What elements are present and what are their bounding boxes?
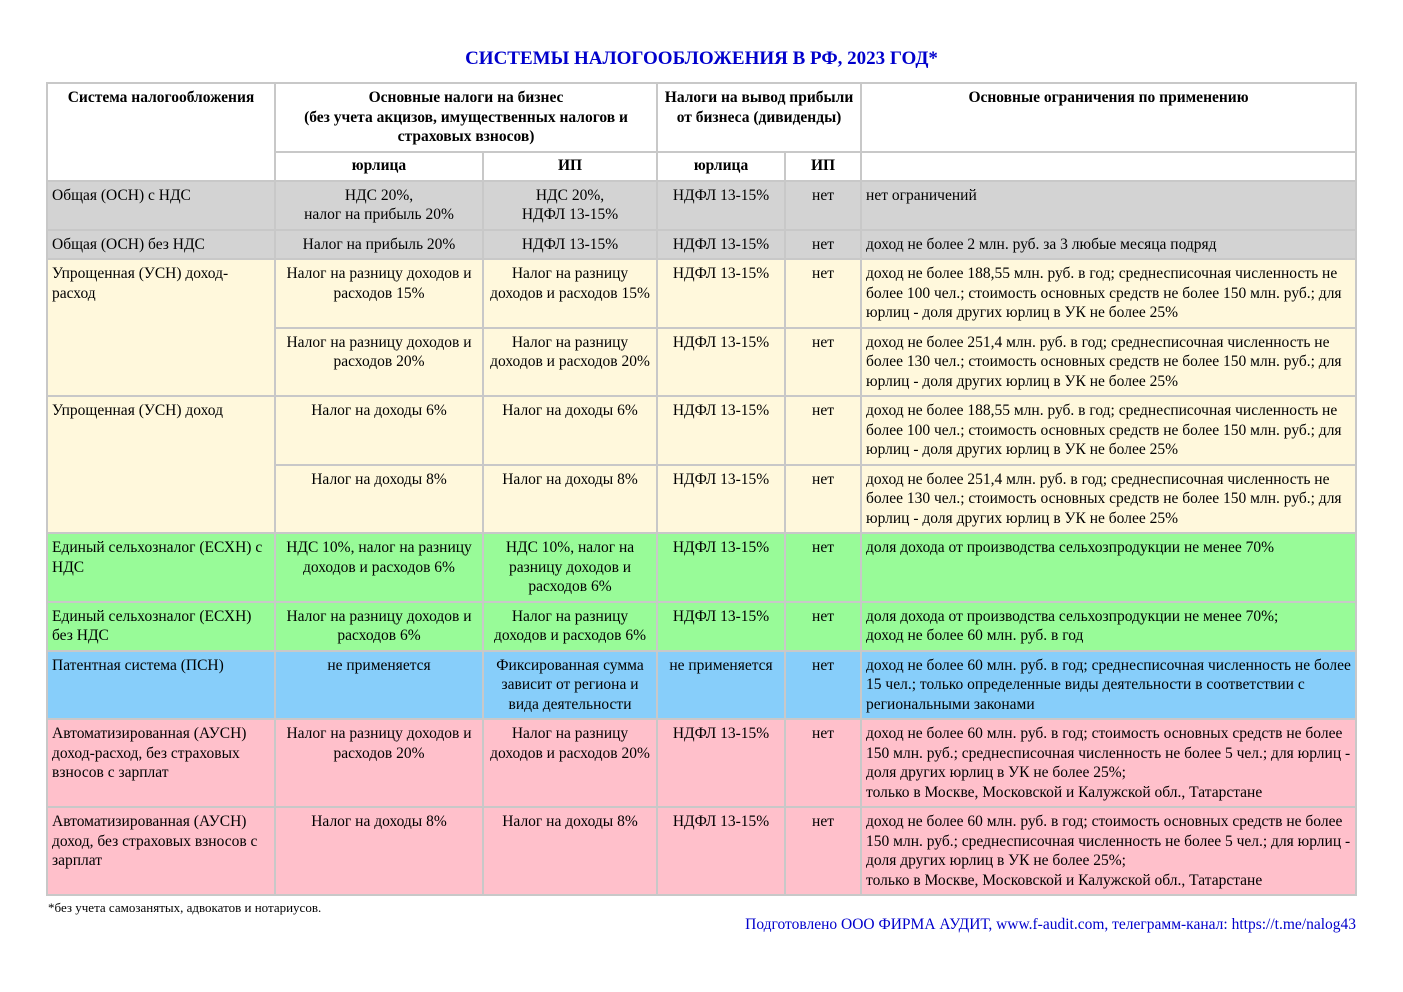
system-name-cell: Общая (ОСН) с НДС: [47, 181, 275, 230]
system-name-cell: Единый сельхозналог (ЕСХН) с НДС: [47, 533, 275, 602]
dividend-legal-cell: НДФЛ 13-15%: [657, 230, 785, 260]
limits-cell: доход не более 188,55 млн. руб. в год; среднесписочная численность не более 100 чел.; стоимость основных средств не более 150 млн. руб.; для юрлиц - доля других юрлиц в УК не более 25%: [861, 259, 1356, 328]
limits-cell: доход не более 2 млн. руб. за 3 любые месяца подряд: [861, 230, 1356, 260]
system-name-cell: Упрощенная (УСН) доход-расход: [47, 259, 275, 396]
ip-taxes-cell: Налог на разницу доходов и расходов 20%: [483, 719, 657, 807]
ip-taxes-cell: Налог на доходы 8%: [483, 807, 657, 895]
header-profit-taxes: Налоги на вывод прибыли от бизнеса (дивиденды): [657, 83, 861, 152]
legal-taxes-cell: Налог на доходы 8%: [275, 465, 483, 534]
limits-cell: доход не более 60 млн. руб. в год; среднесписочная численность не более 15 чел.; только определенные виды деятельности в соответствии с региональными законами: [861, 651, 1356, 720]
credit-link[interactable]: Подготовлено ООО ФИРМА АУДИТ, www.f-audit.com, телеграмм-канал: https://t.me/nalog43: [745, 916, 1356, 933]
legal-taxes-cell: НДС 10%, налог на разницу доходов и расходов 6%: [275, 533, 483, 602]
table-row: [47, 719, 1356, 807]
dividend-legal-cell: НДФЛ 13-15%: [657, 181, 785, 230]
legal-taxes-cell: Налог на доходы 8%: [275, 807, 483, 895]
dividend-legal-cell: НДФЛ 13-15%: [657, 259, 785, 328]
footnote: *без учета самозанятых, адвокатов и нотариусов.: [48, 900, 322, 915]
dividend-ip-cell: нет: [785, 602, 861, 651]
system-name-cell: Автоматизированная (АУСН) доход, без страховых взносов с зарплат: [47, 807, 275, 895]
ip-taxes-cell: Налог на доходы 6%: [483, 396, 657, 465]
header-limits-sub: [861, 152, 1356, 181]
page-title: СИСТЕМЫ НАЛОГООБЛОЖЕНИЯ В РФ, 2023 ГОД*: [465, 48, 938, 69]
header-legal: юрлица: [275, 152, 483, 181]
dividend-legal-cell: не применяется: [657, 651, 785, 720]
dividend-ip-cell: нет: [785, 328, 861, 397]
limits-cell: нет ограничений: [861, 181, 1356, 230]
dividend-legal-cell: НДФЛ 13-15%: [657, 533, 785, 602]
system-name-cell: Единый сельхозналог (ЕСХН) без НДС: [47, 602, 275, 651]
legal-taxes-cell: не применяется: [275, 651, 483, 720]
dividend-ip-cell: нет: [785, 651, 861, 720]
limits-cell: доля дохода от производства сельхозпродукции не менее 70%; доход не более 60 млн. руб. в год: [861, 602, 1356, 651]
limits-cell: доход не более 60 млн. руб. в год; стоимость основных средств не более 150 млн. руб.; среднесписочная численность не более 5 чел.; для юрлиц - доля других юрлиц в УК не более 25%; только в Москве, Московской и Калужской обл., Татарстане: [861, 807, 1356, 895]
limits-cell: доход не более 188,55 млн. руб. в год; среднесписочная численность не более 100 чел.; стоимость основных средств не более 150 млн. руб.; для юрлиц - доля других юрлиц в УК не более 25%: [861, 396, 1356, 465]
dividend-ip-cell: нет: [785, 259, 861, 328]
limits-cell: доход не более 251,4 млн. руб. в год; среднесписочная численность не более 130 чел.; стоимость основных средств не более 150 млн. руб.; для юрлиц - доля других юрлиц в УК не более 25%: [861, 328, 1356, 397]
system-name-cell: Патентная система (ПСН): [47, 651, 275, 720]
dividend-legal-cell: НДФЛ 13-15%: [657, 465, 785, 534]
table-row: [47, 259, 1356, 328]
ip-taxes-cell: НДС 10%, налог на разницу доходов и расходов 6%: [483, 533, 657, 602]
dividend-ip-cell: нет: [785, 396, 861, 465]
limits-cell: доход не более 251,4 млн. руб. в год; среднесписочная численность не более 130 чел.; стоимость основных средств не более 150 млн. руб.; для юрлиц - доля других юрлиц в УК не более 25%: [861, 465, 1356, 534]
dividend-legal-cell: НДФЛ 13-15%: [657, 328, 785, 397]
table-row: [47, 396, 1356, 465]
legal-taxes-cell: Налог на разницу доходов и расходов 6%: [275, 602, 483, 651]
legal-taxes-cell: Налог на разницу доходов и расходов 15%: [275, 259, 483, 328]
legal-taxes-cell: Налог на доходы 6%: [275, 396, 483, 465]
dividend-legal-cell: НДФЛ 13-15%: [657, 396, 785, 465]
table-row: [47, 651, 1356, 720]
dividend-legal-cell: НДФЛ 13-15%: [657, 602, 785, 651]
table-row: [47, 807, 1356, 895]
dividend-legal-cell: НДФЛ 13-15%: [657, 807, 785, 895]
ip-taxes-cell: Фиксированная сумма зависит от региона и вида деятельности: [483, 651, 657, 720]
dividend-ip-cell: нет: [785, 230, 861, 260]
limits-cell: доход не более 60 млн. руб. в год; стоимость основных средств не более 150 млн. руб.; среднесписочная численность не более 5 чел.; для юрлиц - доля других юрлиц в УК не более 25%; только в Москве, Московской и Калужской обл., Татарстане: [861, 719, 1356, 807]
ip-taxes-cell: Налог на разницу доходов и расходов 15%: [483, 259, 657, 328]
dividend-ip-cell: нет: [785, 807, 861, 895]
dividend-legal-cell: НДФЛ 13-15%: [657, 719, 785, 807]
table-row: [47, 230, 1356, 260]
ip-taxes-cell: НДС 20%, НДФЛ 13-15%: [483, 181, 657, 230]
ip-taxes-cell: НДФЛ 13-15%: [483, 230, 657, 260]
table-row: [47, 181, 1356, 230]
table-row: [47, 533, 1356, 602]
system-name-cell: Автоматизированная (АУСН) доход-расход, без страховых взносов с зарплат: [47, 719, 275, 807]
dividend-ip-cell: нет: [785, 465, 861, 534]
system-name-cell: Общая (ОСН) без НДС: [47, 230, 275, 260]
table-row: [47, 602, 1356, 651]
ip-taxes-cell: Налог на разницу доходов и расходов 20%: [483, 328, 657, 397]
header-ip: ИП: [483, 152, 657, 181]
system-name-cell: Упрощенная (УСН) доход: [47, 396, 275, 533]
header-div-legal: юрлица: [657, 152, 785, 181]
ip-taxes-cell: Налог на доходы 8%: [483, 465, 657, 534]
legal-taxes-cell: Налог на разницу доходов и расходов 20%: [275, 719, 483, 807]
legal-taxes-cell: Налог на прибыль 20%: [275, 230, 483, 260]
header-system: Система налогообложения: [47, 83, 275, 181]
table-body: [47, 181, 1356, 896]
tax-systems-table: [46, 82, 1357, 896]
dividend-ip-cell: нет: [785, 181, 861, 230]
dividend-ip-cell: нет: [785, 719, 861, 807]
legal-taxes-cell: Налог на разницу доходов и расходов 20%: [275, 328, 483, 397]
ip-taxes-cell: Налог на разницу доходов и расходов 6%: [483, 602, 657, 651]
dividend-ip-cell: нет: [785, 533, 861, 602]
header-limits: Основные ограничения по применению: [861, 83, 1356, 152]
limits-cell: доля дохода от производства сельхозпродукции не менее 70%: [861, 533, 1356, 602]
legal-taxes-cell: НДС 20%, налог на прибыль 20%: [275, 181, 483, 230]
header-main-taxes: Основные налоги на бизнес (без учета акцизов, имущественных налогов и страховых взносов): [275, 83, 657, 152]
header-div-ip: ИП: [785, 152, 861, 181]
